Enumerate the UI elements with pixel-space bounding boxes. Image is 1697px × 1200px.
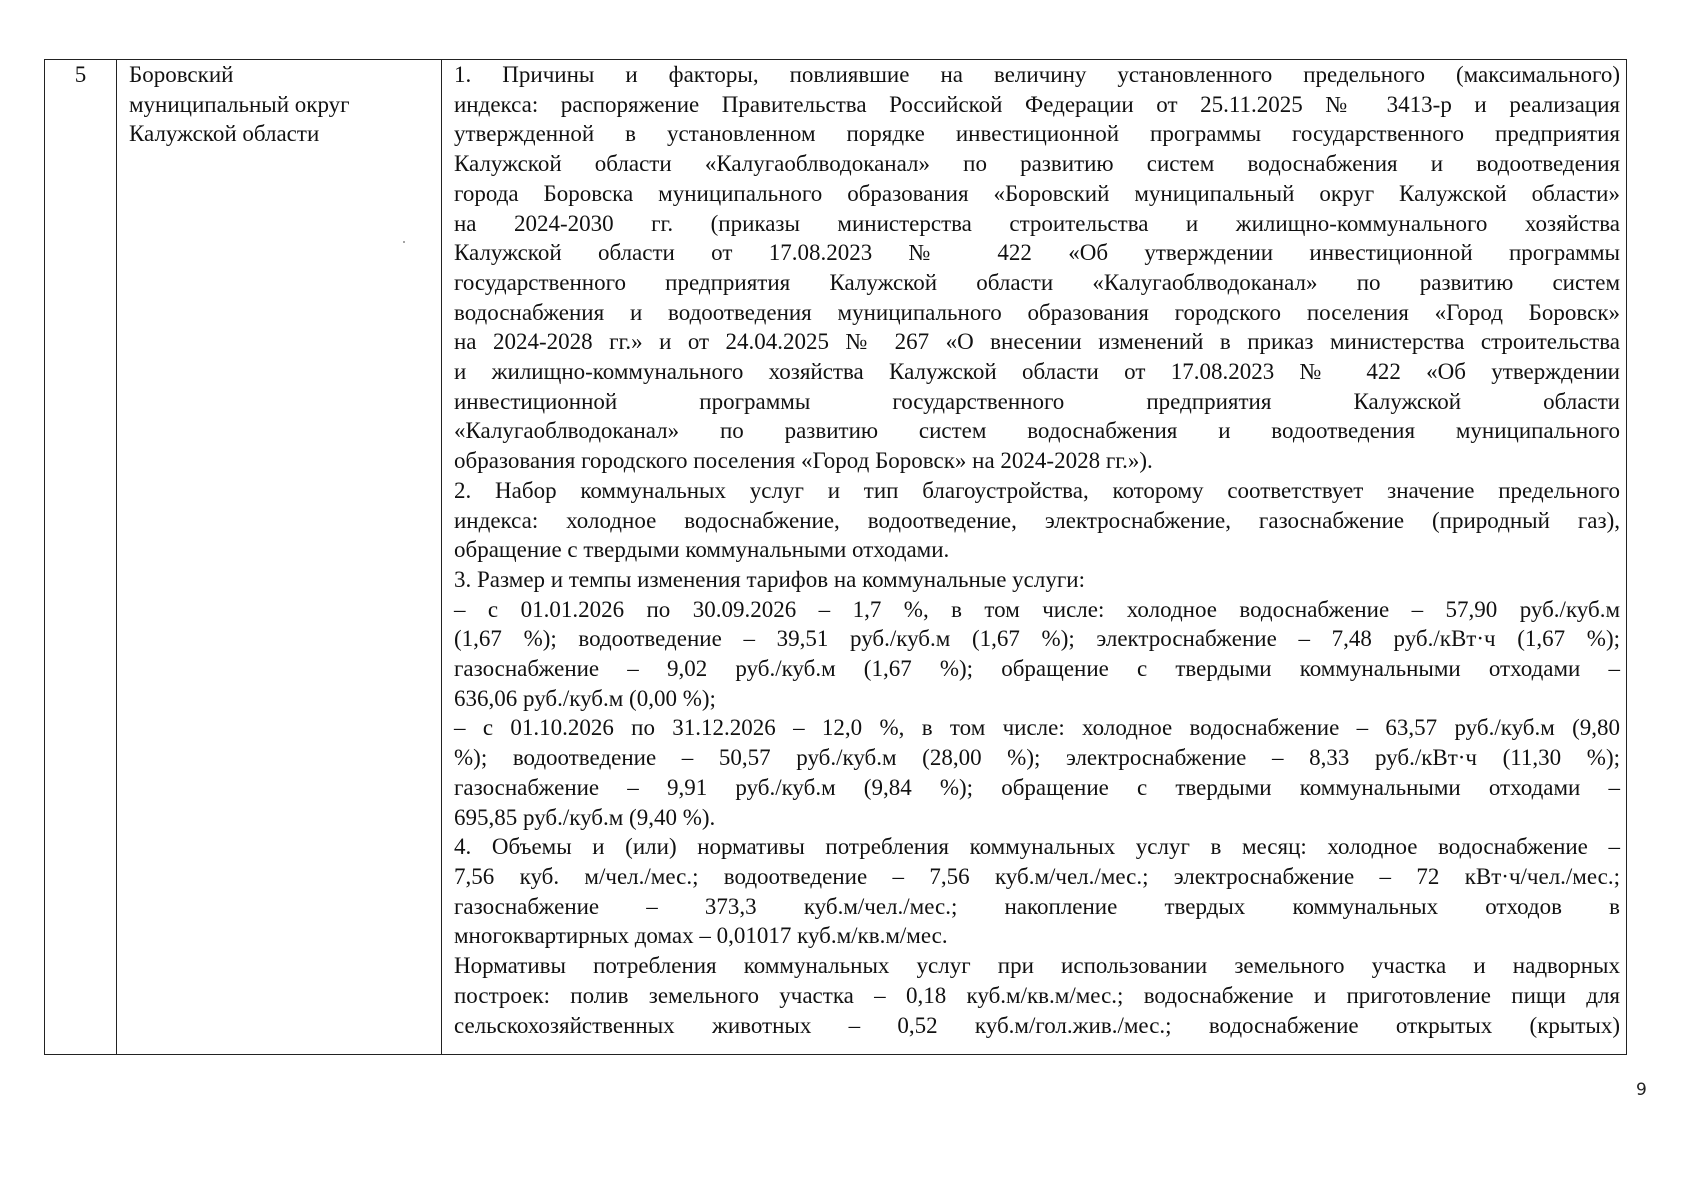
text-line: индекса: распоряжение Правительства Российской Федерации от 25.11.2025 № 3413-р и реализация bbox=[454, 91, 1620, 117]
text-line: и жилищно-коммунального хозяйства Калужской области от 17.08.2023 № 422 «Об утверждении bbox=[454, 359, 1620, 385]
text-line: водоснабжения и водоотведения муниципального образования городского поселения «Город Боровск» bbox=[454, 299, 1620, 325]
text-line: газоснабжение – 373,3 куб.м/чел./мес.; накопление твердых коммунальных отходов в bbox=[454, 893, 1620, 919]
text-line: 7,56 куб. м/чел./мес.; водоотведение – 7,56 куб.м/чел./мес.; электроснабжение – 72 кВт·ч/чел./мес.; bbox=[454, 863, 1620, 889]
text-line: (1,67 %); водоотведение – 39,51 руб./куб.м (1,67 %); электроснабжение – 7,48 руб./кВт·ч (1,67 %); bbox=[454, 626, 1620, 652]
text-line: %); водоотведение – 50,57 руб./куб.м (28,00 %); электроснабжение – 8,33 руб./кВт·ч (11,30 %); bbox=[454, 745, 1620, 771]
text-line: – с 01.10.2026 по 31.12.2026 – 12,0 %, в том числе: холодное водоснабжение – 63,57 руб./куб.м (9,80 bbox=[454, 715, 1620, 741]
text-line: 1. Причины и факторы, повлиявшие на величину установленного предельного (максимального) bbox=[454, 62, 1620, 87]
text-line: на 2024-2030 гг. (приказы министерства строительства и жилищно-коммунального хозяйства bbox=[454, 210, 1620, 236]
municipality-name-line: муниципальный округ bbox=[129, 91, 350, 117]
text-line: 636,06 руб./куб.м (0,00 %); bbox=[454, 685, 716, 711]
text-line: 695,85 руб./куб.м (9,40 %). bbox=[454, 804, 716, 830]
text-line: многоквартирных домах – 0,01017 куб.м/кв.м/мес. bbox=[454, 923, 948, 949]
text-line: построек: полив земельного участка – 0,18 куб.м/кв.м/мес.; водоснабжение и приготовление пищи для bbox=[454, 982, 1620, 1008]
row-number: 5 bbox=[74, 62, 87, 87]
text-line: города Боровска муниципального образования «Боровский муниципальный округ Калужской области» bbox=[454, 180, 1620, 206]
row-number-cell bbox=[45, 60, 117, 1054]
text-line: газоснабжение – 9,02 руб./куб.м (1,67 %); обращение с твердыми коммунальными отходами – bbox=[454, 656, 1620, 682]
text-line: «Калугаоблводоканал» по развитию систем водоснабжения и водоотведения муниципального bbox=[454, 418, 1620, 444]
text-line: 4. Объемы и (или) нормативы потребления коммунальных услуг в месяц: холодное водоснабжение – bbox=[454, 834, 1620, 860]
text-line: 2. Набор коммунальных услуг и тип благоустройства, которому соответствует значение предельного bbox=[454, 477, 1620, 503]
municipality-name-cell bbox=[117, 60, 442, 1054]
text-line: газоснабжение – 9,91 руб./куб.м (9,84 %); обращение с твердыми коммунальными отходами – bbox=[454, 774, 1620, 800]
text-line: утвержденной в установленном порядке инвестиционной программы государственного предприятия bbox=[454, 121, 1620, 147]
text-line: – с 01.01.2026 по 30.09.2026 – 1,7 %, в том числе: холодное водоснабжение – 57,90 руб./куб.м bbox=[454, 596, 1620, 622]
document-table bbox=[44, 59, 1627, 1055]
text-line: инвестиционной программы государственного предприятия Калужской области bbox=[454, 388, 1620, 414]
page-number: 9 bbox=[1636, 1080, 1647, 1100]
text-line: сельскохозяйственных животных – 0,52 куб.м/гол.жив./мес.; водоснабжение открытых (крытых) bbox=[454, 1012, 1620, 1038]
description-cell bbox=[442, 60, 1626, 1054]
text-line: обращение с твердыми коммунальными отходами. bbox=[454, 537, 950, 563]
text-line: 3. Размер и темпы изменения тарифов на коммунальные услуги: bbox=[454, 566, 1085, 592]
text-line: на 2024-2028 гг.» и от 24.04.2025 № 267 «О внесении изменений в приказ министерства строительства bbox=[454, 329, 1620, 355]
text-line: государственного предприятия Калужской области «Калугаоблводоканал» по развитию систем bbox=[454, 269, 1620, 295]
municipality-name-line: Калужской области bbox=[129, 121, 320, 147]
text-line: Нормативы потребления коммунальных услуг при использовании земельного участка и надворных bbox=[454, 953, 1620, 979]
municipality-name-line: Боровский bbox=[129, 62, 234, 87]
text-line: образования городского поселения «Город Боровск» на 2024-2028 гг.»). bbox=[454, 448, 1153, 474]
text-line: индекса: холодное водоснабжение, водоотведение, электроснабжение, газоснабжение (природный газ), bbox=[454, 507, 1620, 533]
scan-artifact bbox=[403, 241, 405, 243]
text-line: Калужской области «Калугаоблводоканал» по развитию систем водоснабжения и водоотведения bbox=[454, 151, 1620, 177]
text-line: Калужской области от 17.08.2023 № 422 «Об утверждении инвестиционной программы bbox=[454, 240, 1620, 266]
